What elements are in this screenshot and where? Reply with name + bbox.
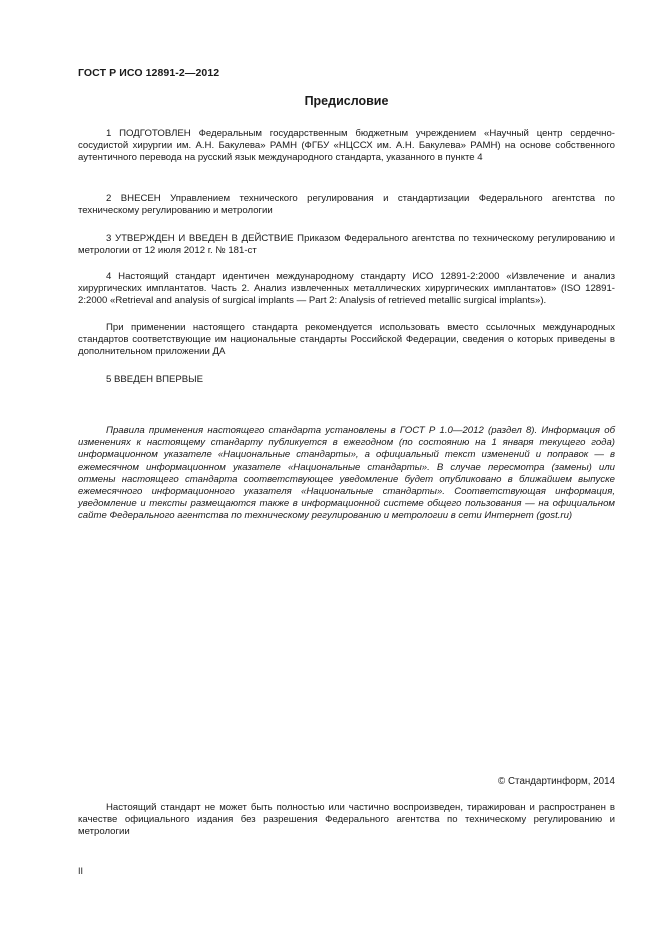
section-title: Предисловие: [304, 94, 389, 108]
paragraph-5-introduced: 5 ВВЕДЕН ВПЕРВЫЕ: [106, 374, 204, 385]
page-number: II: [78, 866, 84, 876]
reproduction-notice: Настоящий стандарт не может быть полностью или частично воспроизведен, тиражирован и распространен в качестве официального издания без разрешения Федерального агентства по техническому регулированию и метрологии: [78, 802, 615, 838]
paragraph-4-reference-note: При применении настоящего стандарта рекомендуется использовать вместо ссылочных международных стандартов соответствующие им национальные стандарты Российской Федерации, сведения о которых приведены в дополнительном приложении ДА: [78, 322, 615, 358]
application-rules-notice: Правила применения настоящего стандарта установлены в ГОСТ Р 1.0—2012 (раздел 8). Информация об изменениях к настоящему стандарту публикуется в ежегодном (по состоянию на 1 января текущего года) информационном указателе «Национальные стандарты», а официальный текст изменений и поправок — в ежемесячном информационном указателе «Национальные стандарты». В случае пересмотра (замены) или отмены настоящего стандарта соответствующее уведомление будет опубликовано в ближайшем выпуске ежемесячного информационного указателя «Национальные стандарты». Соответствующая информация, уведомление и тексты размещаются также в информационной системе общего пользования — на официальном сайте Федерального агентства по техническому регулированию и метрологии в сети Интернет (gost.ru): [78, 425, 615, 522]
paragraph-3-approved: 3 УТВЕРЖДЕН И ВВЕДЕН В ДЕЙСТВИЕ Приказом Федерального агентства по техническому регулированию и метрологии от 12 июля 2012 г. № 181-ст: [78, 233, 615, 257]
copyright-line: © Стандартинформ, 2014: [498, 776, 615, 787]
paragraph-4-identical: 4 Настоящий стандарт идентичен международному стандарту ИСО 12891-2:2000 «Извлечение и анализ хирургических имплантатов. Часть 2. Анализ извлеченных металлических хирургических имплантатов» (ISO 12891-2:2000 «Retrieval and analysis of surgical implants — Part 2: Analysis of retrieved metallic surgical implants»).: [78, 271, 615, 307]
paragraph-2-submitted: 2 ВНЕСЕН Управлением технического регулирования и стандартизации Федерального агентства по техническому регулированию и метрологии: [78, 193, 615, 217]
document-code: ГОСТ Р ИСО 12891-2—2012: [78, 67, 220, 79]
paragraph-1-prepared: 1 ПОДГОТОВЛЕН Федеральным государственным бюджетным учреждением «Научный центр сердечно-сосудистой хирургии им. А.Н. Бакулева» РАМН (ФГБУ «НЦССХ им. А.Н. Бакулева» РАМН) на основе собственного аутентичного перевода на русский язык международного стандарта, указанного в пункте 4: [78, 128, 615, 164]
